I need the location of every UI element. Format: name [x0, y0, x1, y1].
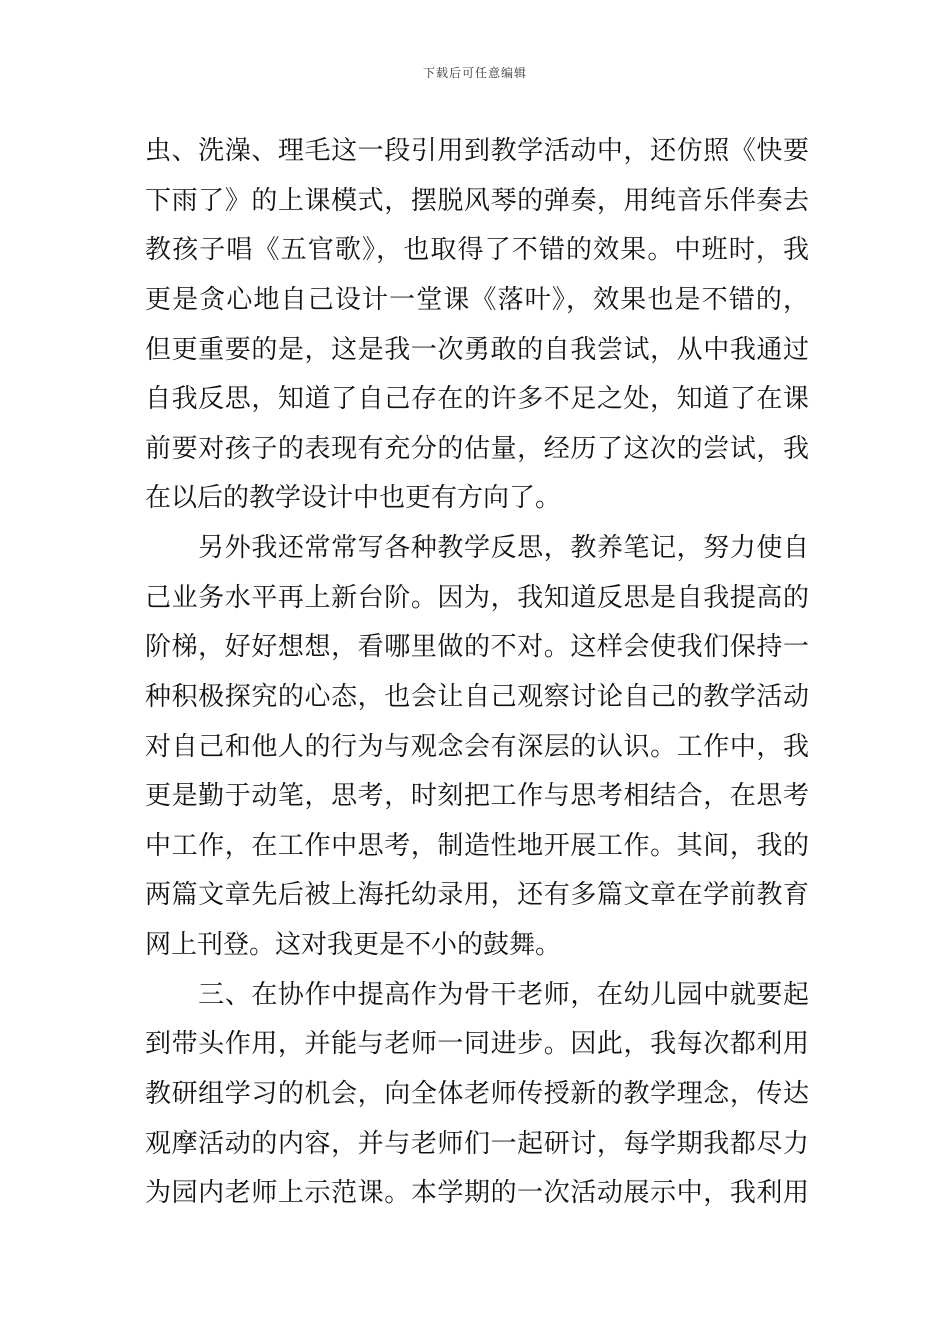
text-line: 己业务水平再上新台阶。因为，我知道反思是自我提高的 [145, 583, 809, 613]
text-line: 更是贪心地自己设计一堂课《落叶》，效果也是不错的， [145, 285, 809, 315]
text-line: 但更重要的是，这是我一次勇敢的自我尝试，从中我通过 [145, 335, 809, 365]
text-line-paragraph-start: 另外我还常常写各种教学反思，教养笔记，努力使自 [145, 533, 809, 563]
text-line-paragraph-end: 在以后的教学设计中也更有方向了。 [145, 483, 562, 513]
text-line: 对自己和他人的行为与观念会有深层的认识。工作中，我 [145, 732, 809, 762]
page-header-note: 下载后可任意编辑 [422, 66, 527, 80]
text-line: 两篇文章先后被上海托幼录用，还有多篇文章在学前教育 [145, 880, 809, 910]
text-line: 教研组学习的机会，向全体老师传授新的教学理念，传达 [145, 1079, 809, 1109]
text-line: 下雨了》的上课模式，摆脱风琴的弹奏，用纯音乐伴奏去 [145, 186, 809, 216]
text-line: 前要对孩子的表现有充分的估量，经历了这次的尝试，我 [145, 434, 809, 464]
text-line: 阶梯，好好想想，看哪里做的不对。这样会使我们保持一 [145, 632, 809, 662]
text-line: 教孩子唱《五官歌》，也取得了不错的效果。中班时，我 [145, 235, 809, 265]
text-line: 自我反思，知道了自己存在的许多不足之处，知道了在课 [145, 384, 809, 414]
text-line-paragraph-end: 网上刊登。这对我更是不小的鼓舞。 [145, 930, 562, 960]
text-line: 到带头作用，并能与老师一同进步。因此，我每次都利用 [145, 1029, 809, 1059]
text-line: 更是勤于动笔，思考，时刻把工作与思考相结合，在思考 [145, 781, 809, 811]
text-line-paragraph-start: 三、在协作中提高作为骨干老师，在幼儿园中就要起 [145, 980, 809, 1010]
text-line: 虫、洗澡、理毛这一段引用到教学活动中，还仿照《快要 [145, 136, 809, 166]
text-line: 种积极探究的心态，也会让自己观察讨论自己的教学活动 [145, 682, 809, 712]
text-line: 为园内老师上示范课。本学期的一次活动展示中，我利用 [145, 1178, 809, 1208]
text-line: 中工作，在工作中思考，制造性地开展工作。其间，我的 [145, 831, 809, 861]
text-line: 观摩活动的内容，并与老师们一起研讨，每学期我都尽力 [145, 1129, 809, 1159]
